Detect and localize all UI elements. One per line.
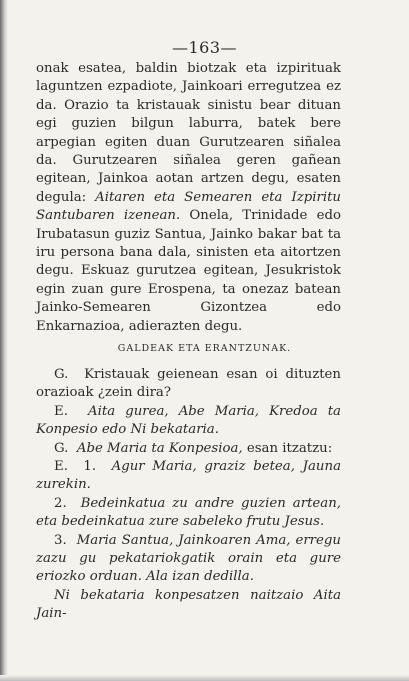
qa-item bbox=[36, 458, 341, 495]
qa-number: 1. bbox=[83, 459, 97, 475]
qa-text: Ni bekataria konpesatzen naitzaio Aita Jain- bbox=[36, 587, 341, 622]
page-bottom-edge bbox=[0, 675, 409, 681]
qa-text: Bedeinkatua zu andre guzien artean, eta bedeinkatua zure sabeleko frutu Jesus. bbox=[36, 495, 341, 530]
qa-speaker: G. bbox=[54, 440, 69, 456]
page-number: —163— bbox=[171, 38, 238, 57]
qa-text: Aita gurea, Abe Maria, Kredoa ta Konpesio edo Ni bekataria. bbox=[36, 403, 341, 438]
qa-italic-part: Abe Maria ta Konpesioa, bbox=[76, 440, 243, 456]
paragraph-intro: onak esatea, baldin biotzak eta izpirituak laguntzen ezpadiote, Jainkoari erregutzea ez da. Orazio ta kristauak sinistu bear dituan egi guzien bilgun laburra, batek bere arpegian egiten duan Gurutzearen siñalea da. Gurutzearen siñalea geren gañean egitean, Jainkoa aotan artzen degu, esaten degula: bbox=[36, 61, 341, 205]
qa-plain-part: esan itzatzu: bbox=[242, 440, 333, 456]
page-edge-shadow bbox=[0, 0, 8, 681]
qa-item bbox=[36, 587, 341, 624]
qa-text: Kristauak geienean esan oi dituzten orazioak ¿zein dira? bbox=[36, 367, 341, 401]
qa-item bbox=[36, 532, 341, 587]
qa-item bbox=[36, 495, 341, 532]
qa-speaker: E. bbox=[54, 459, 68, 475]
qa-speaker: E. bbox=[54, 403, 68, 419]
paragraph-italic-quote: Aitaren eta Semearen eta Izpiritu Santubaren izenean. bbox=[36, 189, 341, 224]
qa-speaker: G. bbox=[54, 367, 69, 382]
qa-item bbox=[36, 366, 341, 403]
section-heading: GALDEAK ETA ERANTZUNAK. bbox=[117, 343, 292, 354]
paragraph-rest: Onela, Trinidade edo Irubatasun guziz Santua, Jainko bakar bat ta iru persona bana dala, sinisten eta aitortzen degu. Eskuaz gurutzea egitean, Jesukristok egin zuan gure Erospena, ta onezaz batean Jainko-Semearen Gizontzea edo Enkarnazioa, adierazten degu. bbox=[36, 208, 341, 334]
qa-number: 3. bbox=[54, 532, 67, 548]
qa-text: Maria Santua, Jainkoaren Ama, erregu zazu gu pekatariokgatik orain eta gure eriozko orduan. Ala izan dedilla. bbox=[36, 532, 341, 585]
qa-text: Agur Maria, graziz betea, Jauna zurekin. bbox=[36, 459, 341, 493]
qa-item bbox=[36, 440, 341, 458]
main-paragraph bbox=[36, 60, 341, 336]
questions-answers bbox=[36, 366, 341, 624]
qa-number: 2. bbox=[54, 495, 67, 511]
qa-item bbox=[36, 403, 341, 440]
